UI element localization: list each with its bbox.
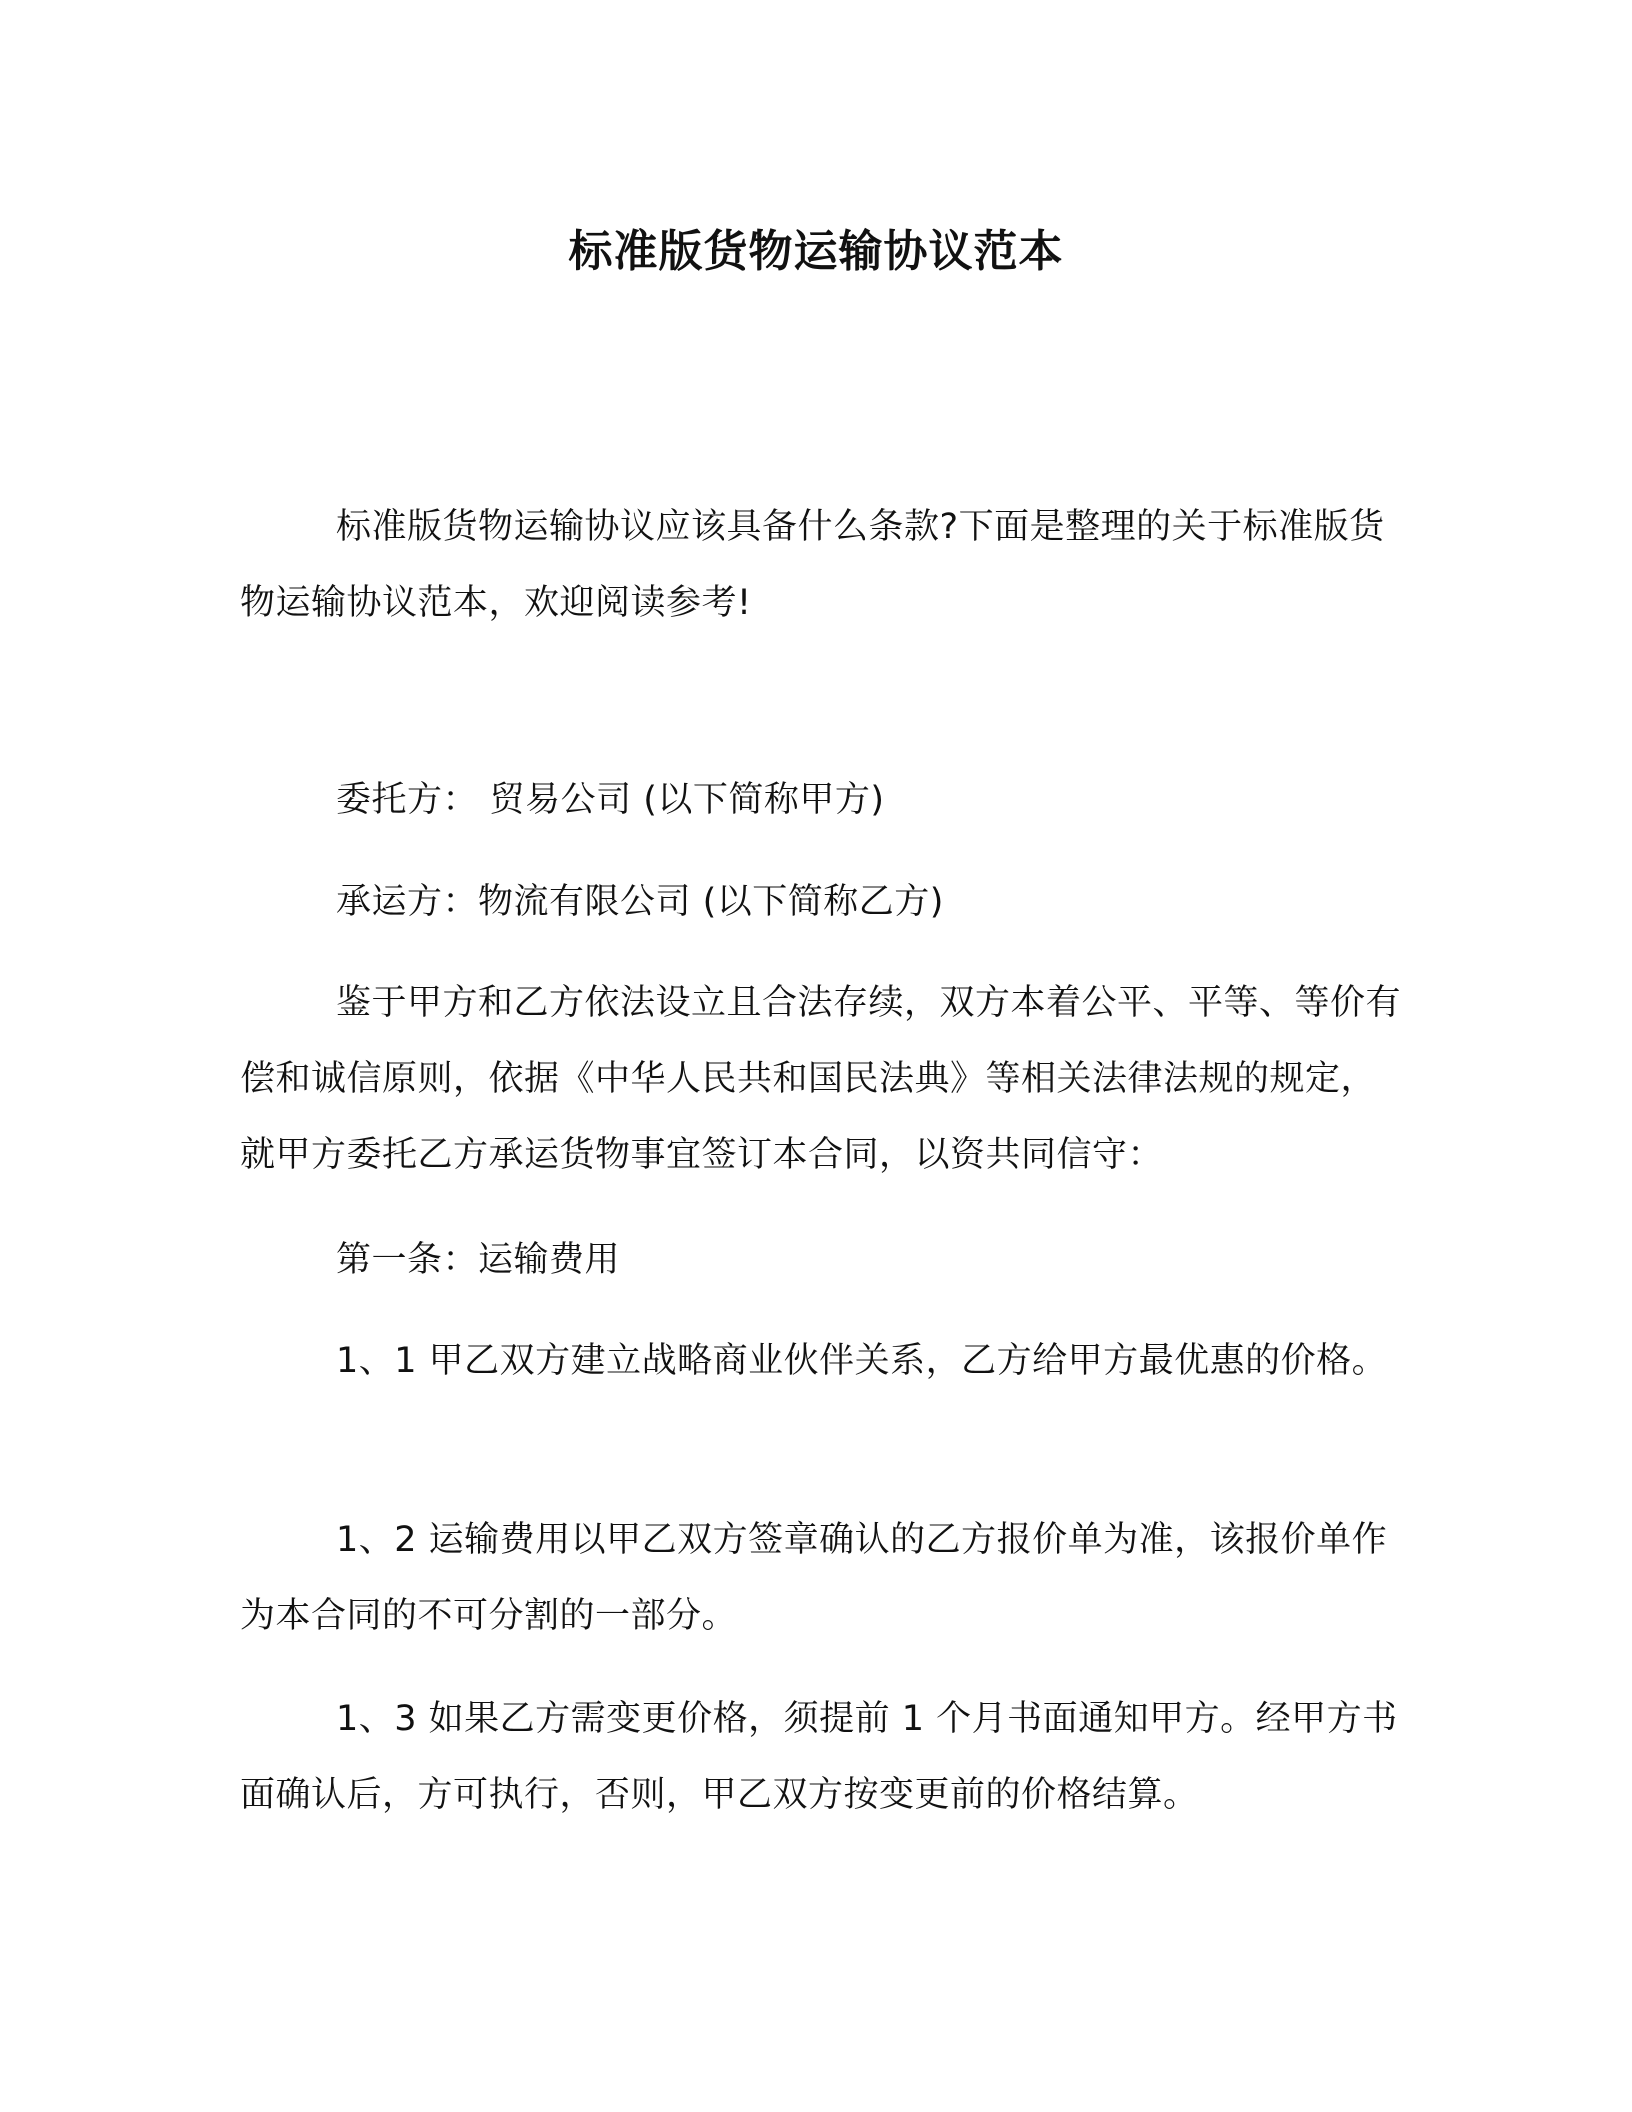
clause-1-1: 1、1 甲乙双方建立战略商业伙伴关系，乙方给甲方最优惠的价格。: [336, 1341, 1388, 1381]
preamble-paragraph: 鉴于甲方和乙方依法设立且合法存续，双方本着公平、平等、等价有偿和诚信原则，依据《中华人民共和国民法典》等相关法律法规的规定，就甲方委托乙方承运货物事宜签订本合同，以资共同信守：: [240, 983, 1402, 1175]
article-heading: 第一条：运输费用: [336, 1240, 621, 1280]
clause-1-2: 1、2 运输费用以甲乙双方签章确认的乙方报价单为准，该报价单作为本合同的不可分割的一部分。: [240, 1520, 1388, 1636]
consignor-line: 委托方： 贸易公司 (以下简称甲方): [336, 780, 885, 820]
carrier-line: 承运方：物流有限公司 (以下简称乙方): [336, 882, 944, 922]
document-title: 标准版货物运输协议范本: [568, 226, 1064, 277]
clause-1-3: 1、3 如果乙方需变更价格，须提前 1 个月书面通知甲方。经甲方书面确认后，方可执行，否则，甲乙双方按变更前的价格结算。: [240, 1699, 1398, 1815]
intro-paragraph: 标准版货物运输协议应该具备什么条款?下面是整理的关于标准版货物运输协议范本，欢迎阅读参考!: [240, 507, 1385, 623]
